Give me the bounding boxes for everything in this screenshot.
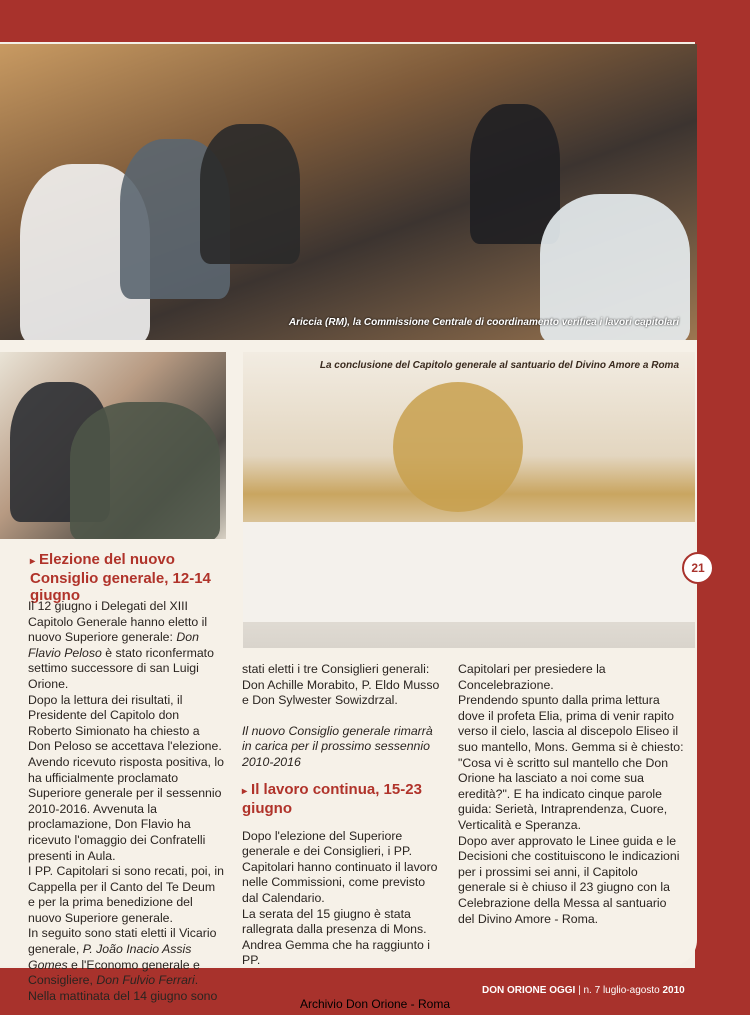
magazine-footer: DON ORIONE OGGI | n. 7 luglio-agosto 2010 <box>482 985 685 996</box>
text-column-2: stati eletti i tre Consiglieri generali: Don Achille Morabito, P. Eldo Musso e Don Sylwester Sowizdrzal. Il nuovo Consiglio generale rimarrà in carica per il prossimo sessennio 2010-2016 ▸ Il lavoro continua, 15-23 giugno Dopo l'elezione del Superiore generale e dei Consiglieri, i PP. Capitolari hanno continuato il lavoro nelle Commissioni, come previsto dal Calendario. La serata del 15 giugno è stata rallegrata dalla presenza di Mons. Andrea Gemma che ha raggiunto i PP. <box>242 662 442 969</box>
right-photo-caption: La conclusione del Capitolo generale al santuario del Divino Amore a Roma <box>319 360 679 371</box>
section-heading-work: ▸ Il lavoro continua, 15-23 giugno <box>242 780 422 817</box>
section-heading-election: ▸ Elezione del nuovo Consiglio generale, 12-14 giugno <box>30 551 211 604</box>
priests-group <box>243 522 695 622</box>
top-border <box>0 0 750 42</box>
top-photo-caption: Ariccia (RM), la Commissione Centrale di coordinamento verifica i lavori capitolari <box>288 317 679 328</box>
arrow-icon: ▸ <box>30 556 36 567</box>
photo-commission-meeting <box>0 44 697 340</box>
arrow-icon: ▸ <box>242 785 248 797</box>
text-column-1: Il 12 giugno i Delegati del XIII Capitolo Generale hanno eletto il nuovo Superiore generale: Don Flavio Peloso è stato riconfermato settimo successore di san Luigi Orione. Dopo la lettura dei risultati, il Presidente del Capitolo don Roberto Simionato ha chiesto a Don Peloso se accettava l'elezione. Avendo ricevuto risposta positiva, lo ha ufficialmente proclamato Superiore generale per il sessennio 2010-2016. Avvenuta la proclamazione, Don Flavio ha ricevuto l'omaggio dei Confratelli presenti in Aula. I PP. Capitolari si sono recati, poi, in Cappella per il Canto del Te Deum e per la prima benedizione del nuovo Superiore generale. In seguito sono stati eletti il Vicario generale, P. João Inacio Assis Gomes e l'Economo generale e Consigliere, Don Fulvio Ferrari. Nella mattinata del 14 giugno sono <box>28 599 224 1003</box>
person-figure <box>200 124 300 264</box>
person-figure <box>470 104 560 244</box>
altar-decoration <box>393 382 523 512</box>
right-border <box>695 0 750 1015</box>
text-column-3: Capitolari per presiedere la Concelebrazione. Prendendo spunto dalla prima lettura dove il profeta Elia, prima di venir rapito verso il cielo, lascia al discepolo Eliseo il suo mantello, Mons. Gemma si è chiesto: "Cosa vi è scritto sul mantello che Don Orione ha lasciato a noi come sua eredità?". E ha indicato cinque parole guida: Serietà, Intraprendenza, Cuore, Verticalità e Speranza. Dopo aver approvato le Linee guida e le Decisioni che costituiscono le indicazioni per i prossimi sei anni, il Capitolo generale si è chiuso il 23 giugno con la Celebrazione della Messa al santuario del Divino Amore - Roma. <box>458 662 684 926</box>
archive-label: Archivio Don Orione - Roma <box>299 997 451 1011</box>
person-figure <box>70 402 220 539</box>
photo-divino-amore-group <box>243 352 695 648</box>
page-number-badge: 21 <box>682 552 714 584</box>
photo-council-members <box>0 352 226 539</box>
